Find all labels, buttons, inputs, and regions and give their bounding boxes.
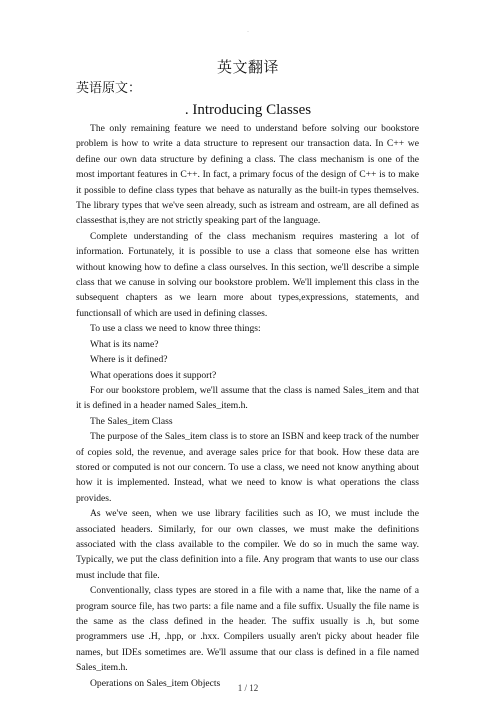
document-title: 英文翻译 bbox=[216, 58, 279, 76]
paragraph: Where is it defined? bbox=[90, 354, 168, 366]
section-label: 英语原文： bbox=[76, 81, 142, 96]
body-text bbox=[76, 121, 419, 691]
paragraph: Complete understanding of the class mechanism requires mastering a lot of information. Fortunately, it is possible to use a class that someone else has written without knowing how to define a class ourselves. In this section, we'll describe a simple class that we canuse in solving our bookstore problem. We'll implement this class in the subsequent chapters as we learn more about types,expressions, statements, and functionsall of which are used in defining classes. bbox=[76, 230, 419, 319]
paragraph: For our bookstore problem, we'll assume that the class is named Sales_item and that it is defined in a header named Sales_item.h. bbox=[76, 384, 419, 412]
paragraph: The purpose of the Sales_item class is to store an ISBN and keep track of the number of copies sold, the revenue, and average sales price for that book. How these data are stored or computed is not our concern. To use a class, we need not know anything about how it is implemented. Instead, what we need to know is what operations the class provides. bbox=[76, 431, 419, 504]
paragraph: What is its name? bbox=[90, 338, 159, 350]
paragraph: The Sales_item Class bbox=[90, 415, 173, 427]
paragraph: Operations on Sales_item Objects bbox=[90, 677, 221, 689]
page-number: 1 / 12 bbox=[237, 683, 259, 693]
paragraph: As we've seen, when we use library facilities such as IO, we must include the associated headers. Similarly, for our own classes, we must make the definitions associated with the class available to the compiler. We do so in much the same way. Typically, we put the class definition into a file. Any program that wants to use our class must include that file. bbox=[76, 508, 419, 581]
paragraph: To use a class we need to know three things: bbox=[90, 323, 261, 335]
paragraph: What operations does it support? bbox=[90, 369, 217, 381]
paragraph: The only remaining feature we need to understand before solving our bookstore problem is how to write a data structure to represent our transaction data. In C++ we define our own data structure by defining a class. The class mechanism is one of the most important features in C++. In fact, a primary focus of the design of C++ is to make it possible to define class types that behave as naturally as the built-in types themselves. The library types that we've seen already, such as istream and ostream, are all defined as classesthat is,they are not strictly speaking part of the language. bbox=[76, 123, 419, 227]
paragraph: Conventionally, class types are stored in a file with a name that, like the name of a program source file, has two parts: a file name and a file suffix. Usually the file name is the same as the class defined in the header. The suffix usually is .h, but some programmers use .H, .hpp, or .hxx. Compilers usually aren't picky about header file names, but IDEs sometimes are. We'll assume that our class is defined in a file named Sales_item.h. bbox=[76, 585, 419, 674]
header-mark: . bbox=[247, 28, 249, 34]
section-heading: . Introducing Classes bbox=[184, 102, 312, 118]
